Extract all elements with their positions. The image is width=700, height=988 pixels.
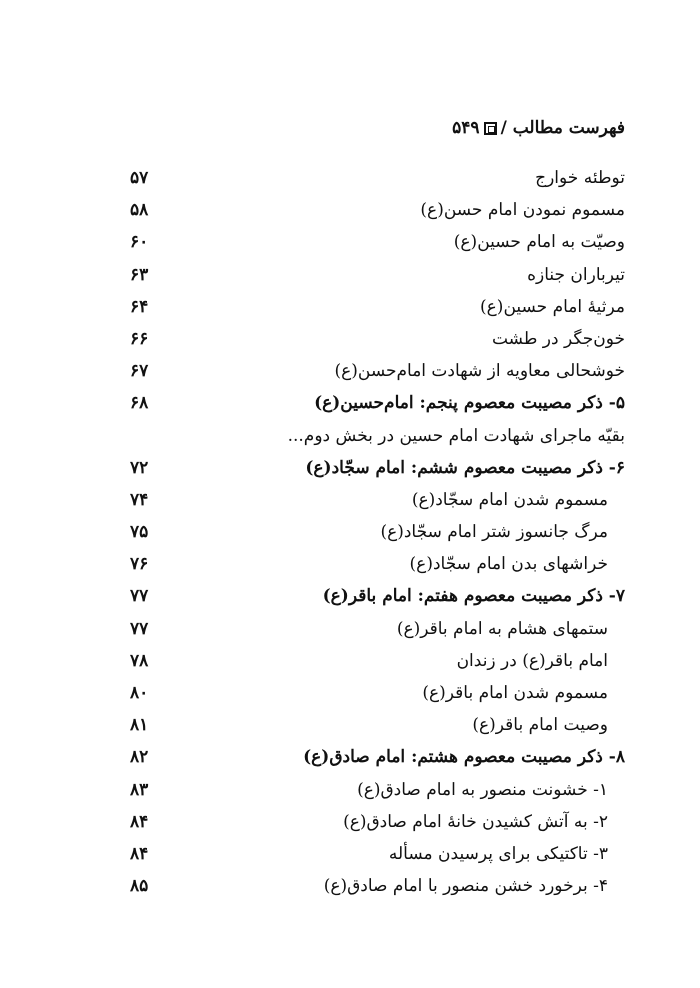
toc-entry	[0, 713, 700, 745]
toc-entry-title: توطئه خوارج	[535, 168, 625, 188]
toc-entry	[0, 584, 700, 616]
toc-page-number: ۸۴	[130, 843, 149, 864]
toc-page-number: ۸۵	[130, 876, 149, 897]
toc-entry	[0, 810, 700, 842]
toc-entry	[0, 874, 700, 906]
toc-section-title: ۶- ذکر مصیبت معصوم ششم: امام سجّاد(ع)	[305, 457, 625, 478]
toc-entry	[0, 263, 700, 295]
toc-entry-title: خون‌جگر در طشت	[491, 328, 625, 349]
toc-page-number: ۵۷	[130, 168, 149, 188]
toc-entry	[0, 230, 700, 262]
header-title: فهرست مطالب /	[500, 118, 625, 138]
toc-section-title: ۷- ذکر مصیبت معصوم هفتم: امام باقر(ع)	[322, 586, 625, 607]
toc-entry-title: خوشحالی معاویه از شهادت امام‌حسن(ع)	[334, 361, 625, 382]
toc-entry	[0, 359, 700, 391]
toc-page-number: ۸۱	[130, 715, 149, 736]
toc-section-title: ۸- ذکر مصیبت معصوم هشتم: امام صادق(ع)	[303, 747, 625, 768]
toc-page-number: ۷۲	[130, 457, 149, 478]
toc-entry	[0, 649, 700, 681]
toc-page-number: ۶۸	[130, 393, 149, 414]
toc-entry	[0, 681, 700, 713]
toc-entry-title: ۱- خشونت منصور به امام صادق(ع)	[357, 779, 608, 800]
toc-entry	[0, 166, 700, 198]
toc-section-title: ۵- ذکر مصیبت معصوم پنجم: امام‌حسین(ع)	[314, 393, 625, 414]
toc-page-number: ۷۷	[130, 586, 149, 607]
toc-entry-title: بقیّه ماجرای شهادت امام حسین در بخش دوم...	[287, 425, 625, 446]
toc-entry-title: خراشهای بدن امام سجّاد(ع)	[409, 554, 608, 575]
toc-entry-title: وصیت امام باقر(ع)	[472, 715, 608, 736]
toc-page-number: ۶۶	[130, 328, 149, 349]
toc-page-number: ۵۸	[130, 200, 149, 221]
toc-entry-title: مسموم شدن امام سجّاد(ع)	[411, 489, 608, 510]
toc-entry-title: ۳- تاکتیکی برای پرسیدن مسأله	[388, 843, 608, 864]
toc-entry-title: مسموم نمودن امام حسن(ع)	[420, 200, 625, 221]
toc-entry	[0, 424, 700, 456]
toc-page-number: ۸۲	[130, 747, 149, 768]
toc-entry	[0, 488, 700, 520]
toc-page-number: ۷۶	[130, 554, 149, 575]
toc-page-number: ۷۵	[130, 522, 149, 543]
toc-entry	[0, 778, 700, 810]
toc-entry	[0, 327, 700, 359]
toc-entry	[0, 456, 700, 488]
toc-page-number: ۶۳	[130, 264, 149, 285]
toc-entry	[0, 745, 700, 777]
toc-page-number: ۷۸	[130, 650, 149, 671]
toc-entry-title: ۲- به آتش کشیدن خانۀ امام صادق(ع)	[343, 811, 608, 832]
running-header	[452, 118, 625, 138]
toc-page-number: ۸۴	[130, 811, 149, 832]
table-of-contents	[0, 166, 700, 906]
toc-entry	[0, 617, 700, 649]
toc-entry	[0, 295, 700, 327]
ornament-box-icon	[484, 122, 497, 135]
toc-entry	[0, 198, 700, 230]
toc-entry-title: ۴- برخورد خشن منصور با امام صادق(ع)	[323, 876, 608, 897]
toc-page-number: ۶۴	[130, 296, 149, 317]
toc-page-number: ۸۳	[130, 779, 149, 800]
toc-entry-title: مرثیۀ امام حسین(ع)	[480, 296, 625, 317]
toc-page-number: ۸۰	[130, 683, 149, 703]
toc-entry	[0, 842, 700, 874]
toc-page-number: ۶۰	[130, 232, 149, 253]
toc-entry	[0, 391, 700, 423]
toc-entry	[0, 520, 700, 552]
toc-entry-title: ستمهای هشام به امام باقر(ع)	[396, 618, 608, 639]
toc-page-number: ۷۷	[130, 618, 149, 639]
toc-entry-title: مسموم شدن امام باقر(ع)	[422, 683, 608, 703]
header-page-number: ۵۴۹	[452, 118, 480, 138]
toc-entry	[0, 552, 700, 584]
toc-entry-title: تیرباران جنازه	[527, 264, 625, 285]
toc-entry-title: مرگ جانسوز شتر امام سجّاد(ع)	[380, 522, 608, 543]
toc-page-number: ۷۴	[130, 489, 149, 510]
toc-entry-title: وصیّت به امام حسین(ع)	[453, 232, 625, 253]
toc-entry-title: امام باقر(ع) در زندان	[456, 650, 608, 671]
toc-page-number: ۶۷	[130, 361, 149, 382]
